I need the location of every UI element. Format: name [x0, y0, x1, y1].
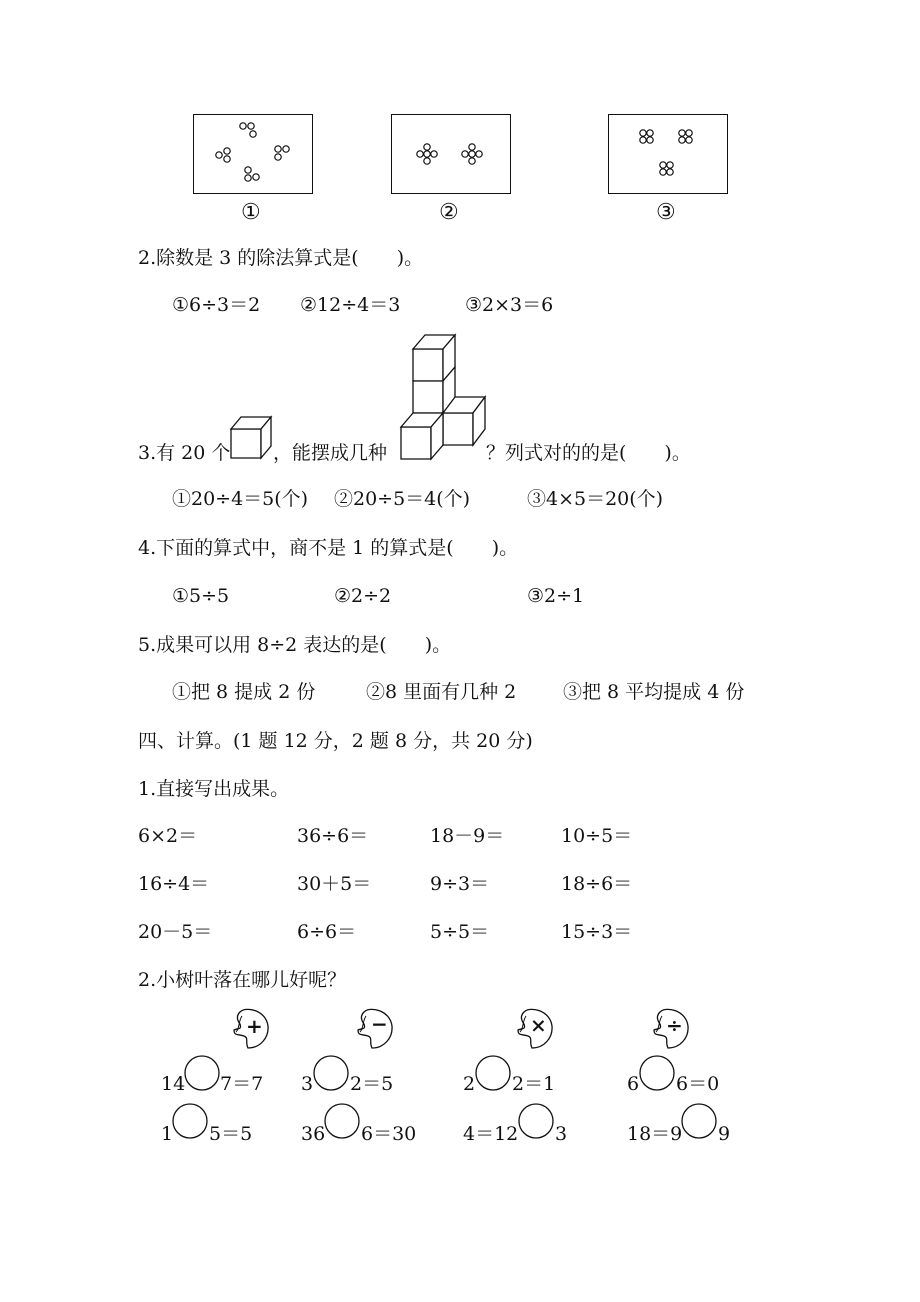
fill-left: 6 — [627, 1073, 640, 1095]
question-3-part1: 3.有 20 个 — [138, 442, 231, 464]
calc1-title: 1.直接写出成果。 — [138, 778, 290, 800]
box-label-3: ③ — [656, 200, 676, 225]
fill-right: 2＝5 — [350, 1073, 394, 1095]
dot-groups-2 — [392, 115, 510, 193]
blank-circle[interactable] — [183, 1054, 221, 1092]
q4-option-3: ③2÷1 — [527, 585, 585, 607]
blank-circle[interactable] — [312, 1054, 350, 1092]
fill-right: 7＝7 — [220, 1073, 264, 1095]
dots-box-3 — [608, 114, 728, 194]
blank-circle[interactable] — [517, 1102, 555, 1140]
calc-item: 36÷6＝ — [297, 825, 369, 847]
question-5: 5.成果可以用 8÷2 表达的是( )。 — [138, 634, 452, 656]
fill-left: 18＝9 — [627, 1123, 683, 1145]
q3-option-2: ②20÷5＝4(个) — [334, 488, 471, 510]
calc2-title: 2.小树叶落在哪儿好呢？ — [138, 969, 347, 991]
q2-option-3: ③2×3＝6 — [465, 294, 554, 316]
blank-circle[interactable] — [323, 1102, 361, 1140]
q2-option-2: ②12÷4＝3 — [300, 294, 401, 316]
q5-option-1: ①把 8 提成 2 份 — [172, 681, 316, 703]
blank-circle[interactable] — [171, 1102, 209, 1140]
q5-option-2: ②8 里面有几种 2 — [366, 681, 517, 703]
dots-box-1 — [193, 114, 313, 194]
single-cube-figure — [230, 411, 272, 459]
fill-left: 14 — [161, 1073, 186, 1095]
fill-left: 4＝12 — [463, 1123, 519, 1145]
calc-item: 10÷5＝ — [561, 825, 633, 847]
leaf-times-symbol: × — [530, 1013, 547, 1037]
blank-circle[interactable] — [474, 1054, 512, 1092]
question-2: 2.除数是 3 的除法算式是( )。 — [138, 247, 424, 269]
dot-groups-1 — [194, 115, 312, 193]
fill-left: 36 — [301, 1123, 326, 1145]
leaf-plus-symbol: + — [246, 1014, 263, 1038]
blank-circle[interactable] — [680, 1102, 718, 1140]
calc-item: 18－9＝ — [430, 825, 505, 847]
calc-item: 16÷4＝ — [138, 873, 210, 895]
fill-left: 2 — [463, 1073, 476, 1095]
q4-option-1: ①5÷5 — [172, 585, 230, 607]
fill-right: 2＝1 — [512, 1073, 556, 1095]
calc-item: 20－5＝ — [138, 921, 213, 943]
question-4: 4.下面的算式中，商不是 1 的算式是( )。 — [138, 537, 519, 559]
dots-box-2 — [391, 114, 511, 194]
fill-right: 6＝0 — [676, 1073, 720, 1095]
calc-item: 6×2＝ — [138, 825, 198, 847]
q2-option-1: ①6÷3＝2 — [172, 294, 261, 316]
dot-groups-3 — [609, 115, 727, 193]
calc-item: 18÷6＝ — [561, 873, 633, 895]
fill-left: 1 — [161, 1123, 174, 1145]
fill-right: 3 — [555, 1123, 568, 1145]
calc-item: 15÷3＝ — [561, 921, 633, 943]
section-4-title: 四、计算。(1 题 12 分，2 题 8 分，共 20 分) — [138, 730, 533, 752]
blank-circle[interactable] — [638, 1054, 676, 1092]
box-label-1: ① — [241, 200, 261, 225]
leaf-divide-symbol: ÷ — [666, 1013, 683, 1037]
fill-right: 5＝5 — [209, 1123, 253, 1145]
calc-item: 9÷3＝ — [430, 873, 490, 895]
q4-option-2: ②2÷2 — [334, 585, 392, 607]
stacked-cubes-figure — [401, 331, 491, 461]
question-3-part2: ，能摆成几种 — [273, 442, 388, 464]
calc-item: 6÷6＝ — [297, 921, 357, 943]
calc-item: 5÷5＝ — [430, 921, 490, 943]
q3-option-1: ①20÷4＝5(个) — [172, 488, 309, 510]
box-label-2: ② — [439, 200, 459, 225]
leaf-minus-symbol: − — [371, 1012, 388, 1036]
calc-item: 30＋5＝ — [297, 873, 372, 895]
fill-right: 6＝30 — [361, 1123, 417, 1145]
fill-left: 3 — [301, 1073, 314, 1095]
question-3-part3: ？列式对的的是( )。 — [486, 442, 691, 464]
q5-option-3: ③把 8 平均提成 4 份 — [563, 681, 745, 703]
fill-right: 9 — [718, 1123, 731, 1145]
q3-option-3: ③4×5＝20(个) — [527, 488, 664, 510]
